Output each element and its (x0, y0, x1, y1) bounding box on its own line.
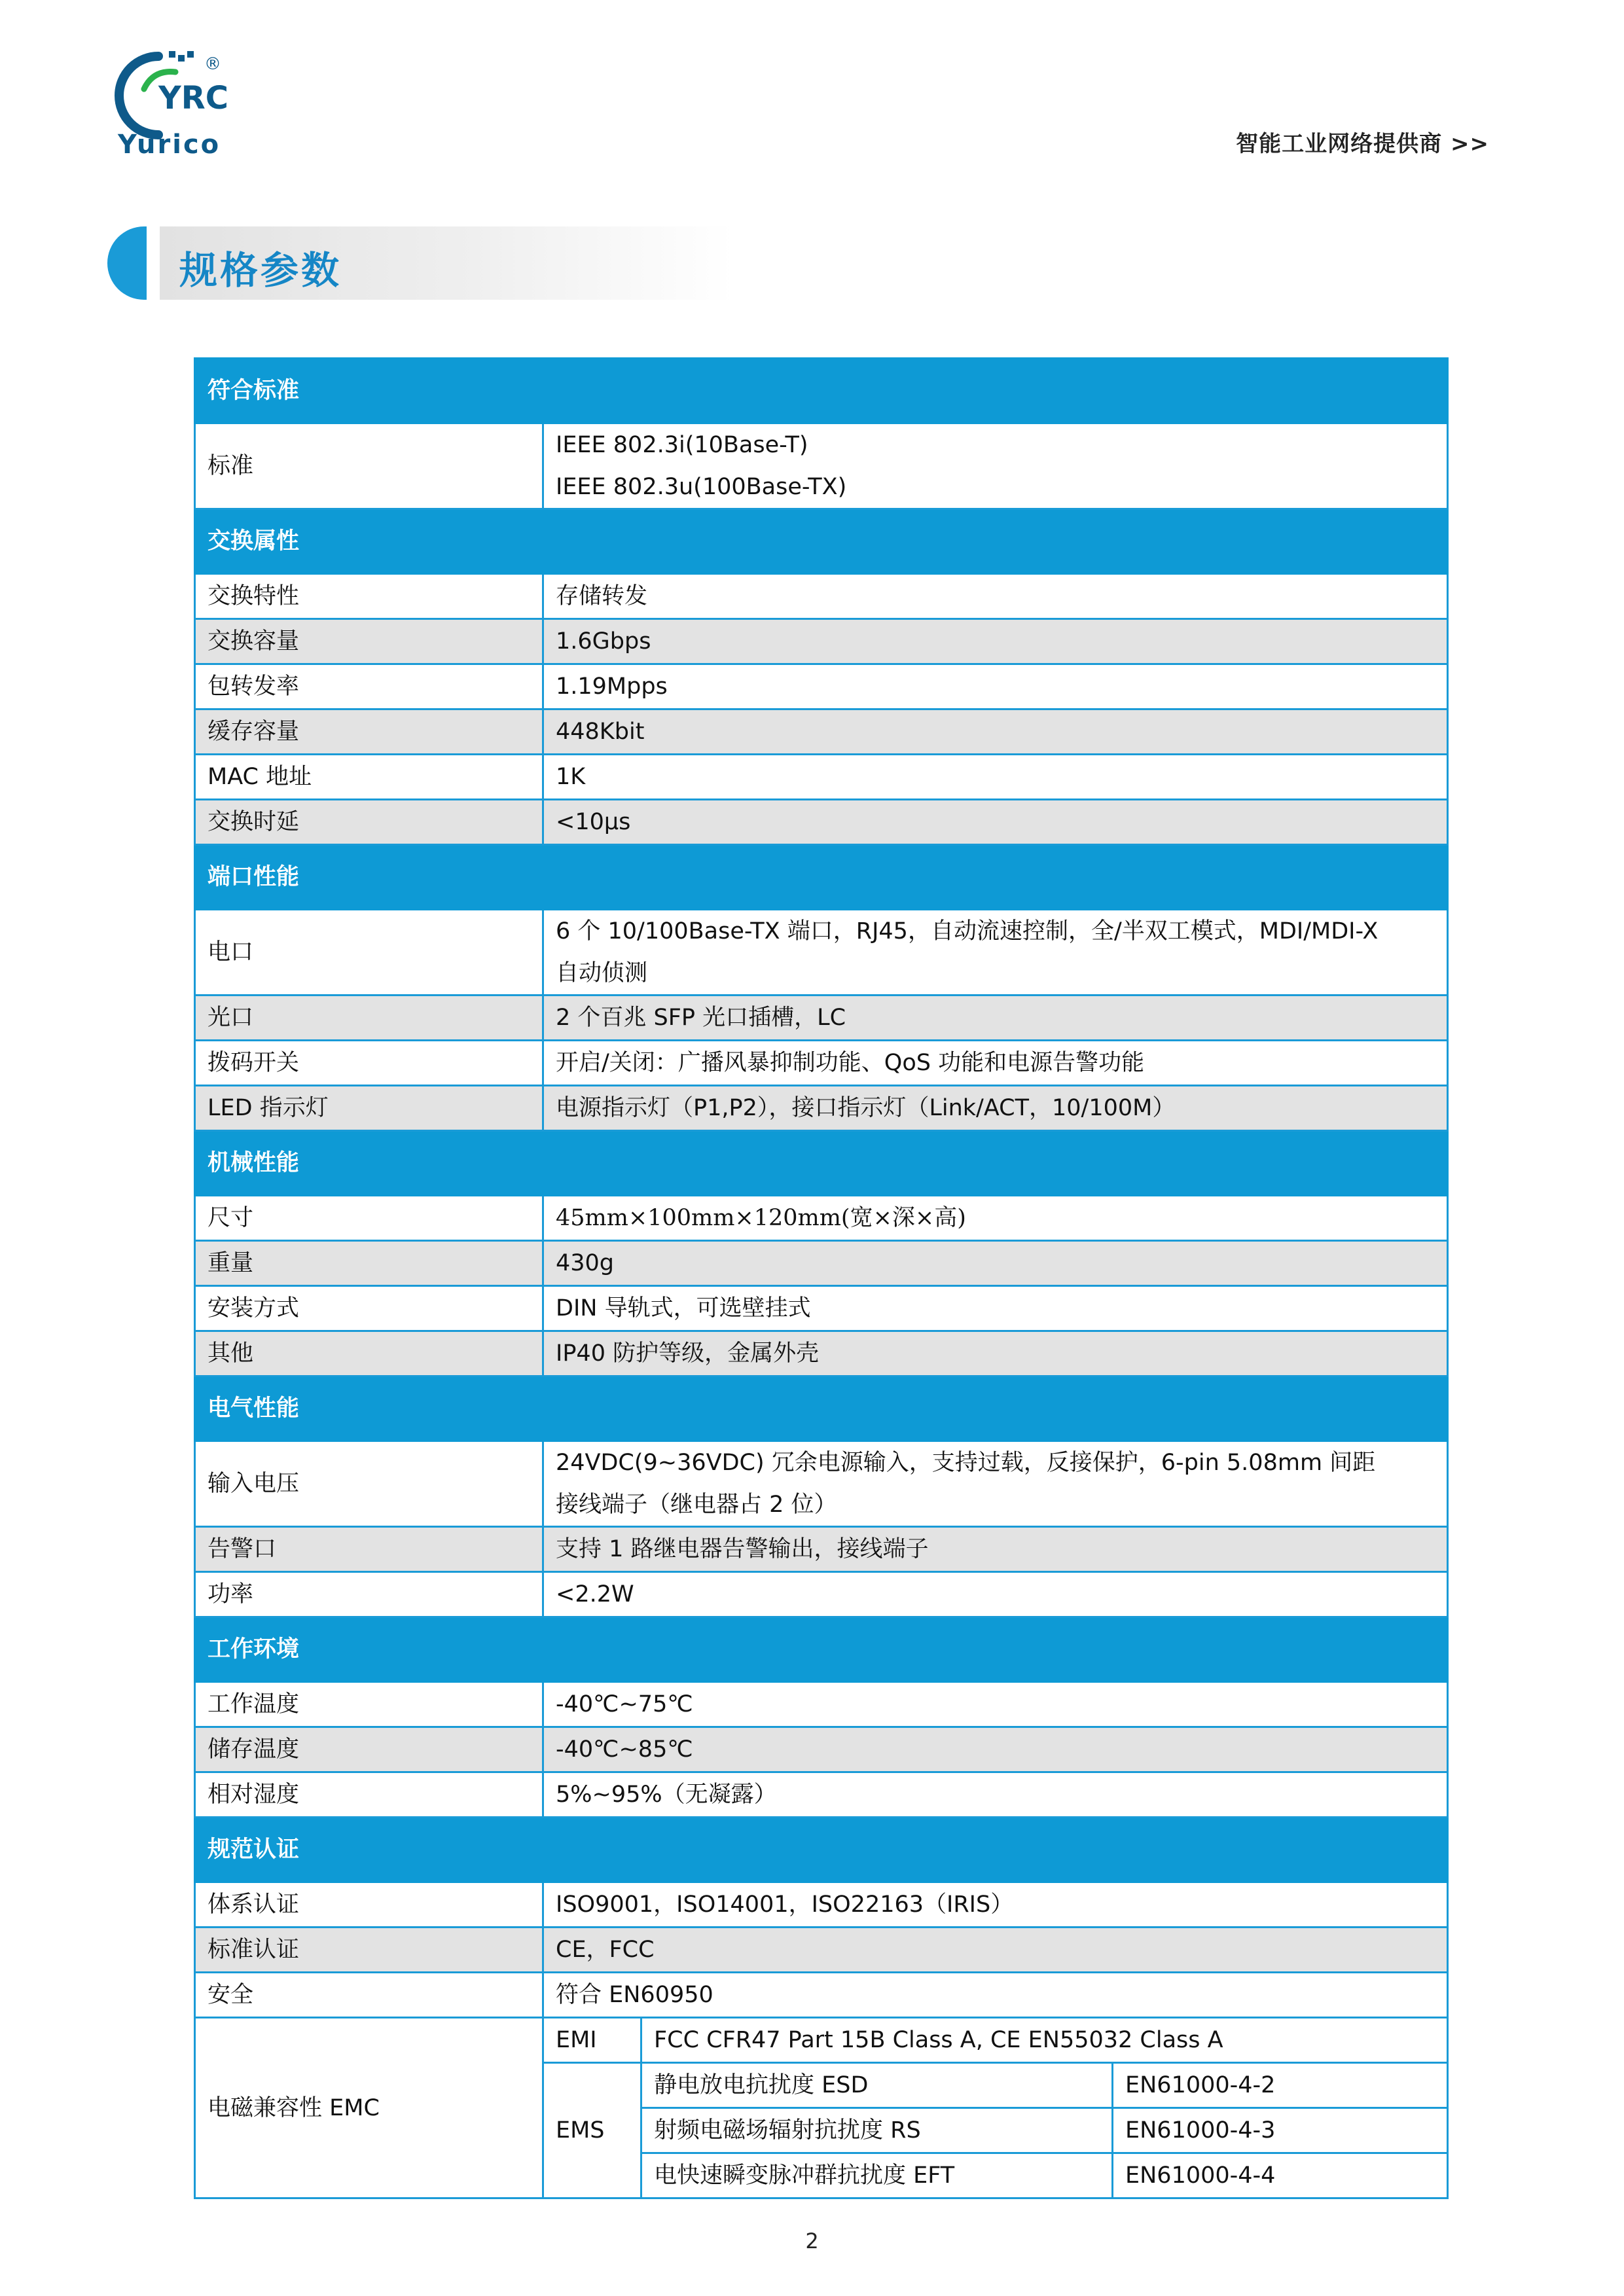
row-label: 交换容量 (195, 619, 543, 664)
ems-item-name: 静电放电抗扰度 ESD (641, 2063, 1113, 2108)
row-label: 其他 (195, 1331, 543, 1376)
spec-table (194, 357, 1449, 2199)
row-label: 功率 (195, 1572, 543, 1617)
row-value: ISO9001，ISO14001，ISO22163（IRIS） (543, 1882, 1448, 1928)
ems-label: EMS (543, 2063, 641, 2198)
table-row (195, 423, 1448, 509)
table-row (195, 1882, 1448, 1928)
value-line: 24VDC(9~36VDC) 冗余电源输入，支持过载，反接保护，6-pin 5.08mm 间距 (556, 1450, 1376, 1476)
row-value: 1.6Gbps (543, 619, 1448, 664)
row-value (543, 423, 1448, 509)
row-label: 拨码开关 (195, 1041, 543, 1086)
group-header-certification (195, 1818, 1448, 1882)
row-label: 交换特性 (195, 574, 543, 619)
row-label: 工作温度 (195, 1682, 543, 1727)
table-row (195, 709, 1448, 755)
row-label: 重量 (195, 1241, 543, 1286)
table-row (195, 755, 1448, 800)
group-title: 工作环境 (195, 1617, 1448, 1682)
group-title: 端口性能 (195, 845, 1448, 910)
row-value: CE，FCC (543, 1928, 1448, 1973)
table-row (195, 1928, 1448, 1973)
table-row (195, 1973, 1448, 2018)
row-label: 缓存容量 (195, 709, 543, 755)
value-line: IEEE 802.3u(100Base-TX) (556, 474, 847, 500)
emc-row-emi (195, 2018, 1448, 2063)
row-value: 1K (543, 755, 1448, 800)
row-value: 1.19Mpps (543, 664, 1448, 709)
row-value: IP40 防护等级，金属外壳 (543, 1331, 1448, 1376)
emi-value: FCC CFR47 Part 15B Class A, CE EN55032 Class A (641, 2018, 1448, 2063)
row-value: <10μs (543, 800, 1448, 845)
row-label: 安全 (195, 1973, 543, 2018)
group-title: 符合标准 (195, 359, 1448, 423)
row-value: 45mm×100mm×120mm(宽×深×高) (543, 1196, 1448, 1241)
value-line: IEEE 802.3i(10Base-T) (556, 432, 808, 458)
row-value: 支持 1 路继电器告警输出，接线端子 (543, 1527, 1448, 1572)
row-label: LED 指示灯 (195, 1086, 543, 1131)
ems-item-standard: EN61000-4-4 (1113, 2153, 1448, 2198)
table-row (195, 1286, 1448, 1331)
group-title: 交换属性 (195, 509, 1448, 574)
page-number: 2 (805, 2229, 819, 2253)
table-row (195, 1727, 1448, 1772)
emi-label: EMI (543, 2018, 641, 2063)
row-label: MAC 地址 (195, 755, 543, 800)
row-value: -40℃~75℃ (543, 1682, 1448, 1727)
row-value (543, 910, 1448, 996)
row-label: 安装方式 (195, 1286, 543, 1331)
table-row (195, 1772, 1448, 1818)
table-row (195, 1527, 1448, 1572)
section-heading-accent (107, 226, 147, 300)
row-label: 标准 (195, 423, 543, 509)
row-value: DIN 导轨式，可选壁挂式 (543, 1286, 1448, 1331)
row-label: 相对湿度 (195, 1772, 543, 1818)
table-row (195, 1331, 1448, 1376)
table-row (195, 1682, 1448, 1727)
ems-item-standard: EN61000-4-2 (1113, 2063, 1448, 2108)
group-title: 机械性能 (195, 1131, 1448, 1196)
group-header-mechanical (195, 1131, 1448, 1196)
value-line: 6 个 10/100Base-TX 端口，RJ45，自动流速控制，全/半双工模式，MDI/MDI-X (556, 918, 1379, 944)
table-row (195, 1241, 1448, 1286)
row-value: 2 个百兆 SFP 光口插槽，LC (543, 996, 1448, 1041)
group-title: 电气性能 (195, 1376, 1448, 1441)
table-row (195, 910, 1448, 996)
group-header-electrical (195, 1376, 1448, 1441)
row-value: -40℃~85℃ (543, 1727, 1448, 1772)
logo-text: YRC (158, 80, 228, 117)
row-label: 输入电压 (195, 1441, 543, 1527)
table-row (195, 1196, 1448, 1241)
value-line: 自动侦测 (556, 960, 648, 986)
row-value: 448Kbit (543, 709, 1448, 755)
tagline: 智能工业网络提供商 >> (1236, 131, 1489, 157)
ems-item-name: 射频电磁场辐射抗扰度 RS (641, 2108, 1113, 2153)
group-header-ports (195, 845, 1448, 910)
row-label: 包转发率 (195, 664, 543, 709)
table-row (195, 1086, 1448, 1131)
registered-mark: ® (204, 54, 221, 74)
table-row (195, 619, 1448, 664)
group-header-switching (195, 509, 1448, 574)
row-value: 电源指示灯（P1,P2），接口指示灯（Link/ACT，10/100M） (543, 1086, 1448, 1131)
row-label: 尺寸 (195, 1196, 543, 1241)
row-value (543, 1441, 1448, 1527)
row-label: 储存温度 (195, 1727, 543, 1772)
row-label: 告警口 (195, 1527, 543, 1572)
table-row (195, 1441, 1448, 1527)
row-value: 开启/关闭：广播风暴抑制功能、QoS 功能和电源告警功能 (543, 1041, 1448, 1086)
row-value: <2.2W (543, 1572, 1448, 1617)
section-heading (107, 226, 733, 300)
table-row (195, 800, 1448, 845)
row-value: 符合 EN60950 (543, 1973, 1448, 2018)
row-value: 430g (543, 1241, 1448, 1286)
row-value: 存储转发 (543, 574, 1448, 619)
row-label: 交换时延 (195, 800, 543, 845)
section-heading-title: 规格参数 (179, 248, 342, 293)
group-title: 规范认证 (195, 1818, 1448, 1882)
value-line: 接线端子（继电器占 2 位） (556, 1492, 837, 1518)
row-label: 光口 (195, 996, 543, 1041)
logo-wordmark: Yurico (118, 130, 221, 160)
row-label: 标准认证 (195, 1928, 543, 1973)
row-label: 体系认证 (195, 1882, 543, 1928)
ems-item-name: 电快速瞬变脉冲群抗扰度 EFT (641, 2153, 1113, 2198)
table-row (195, 1572, 1448, 1617)
group-header-environment (195, 1617, 1448, 1682)
row-value: 5%~95%（无凝露） (543, 1772, 1448, 1818)
emc-label: 电磁兼容性 EMC (195, 2018, 543, 2198)
row-label: 电口 (195, 910, 543, 996)
ems-item-standard: EN61000-4-3 (1113, 2108, 1448, 2153)
table-row (195, 574, 1448, 619)
table-row (195, 664, 1448, 709)
group-header-standard (195, 359, 1448, 423)
table-row (195, 1041, 1448, 1086)
table-row (195, 996, 1448, 1041)
